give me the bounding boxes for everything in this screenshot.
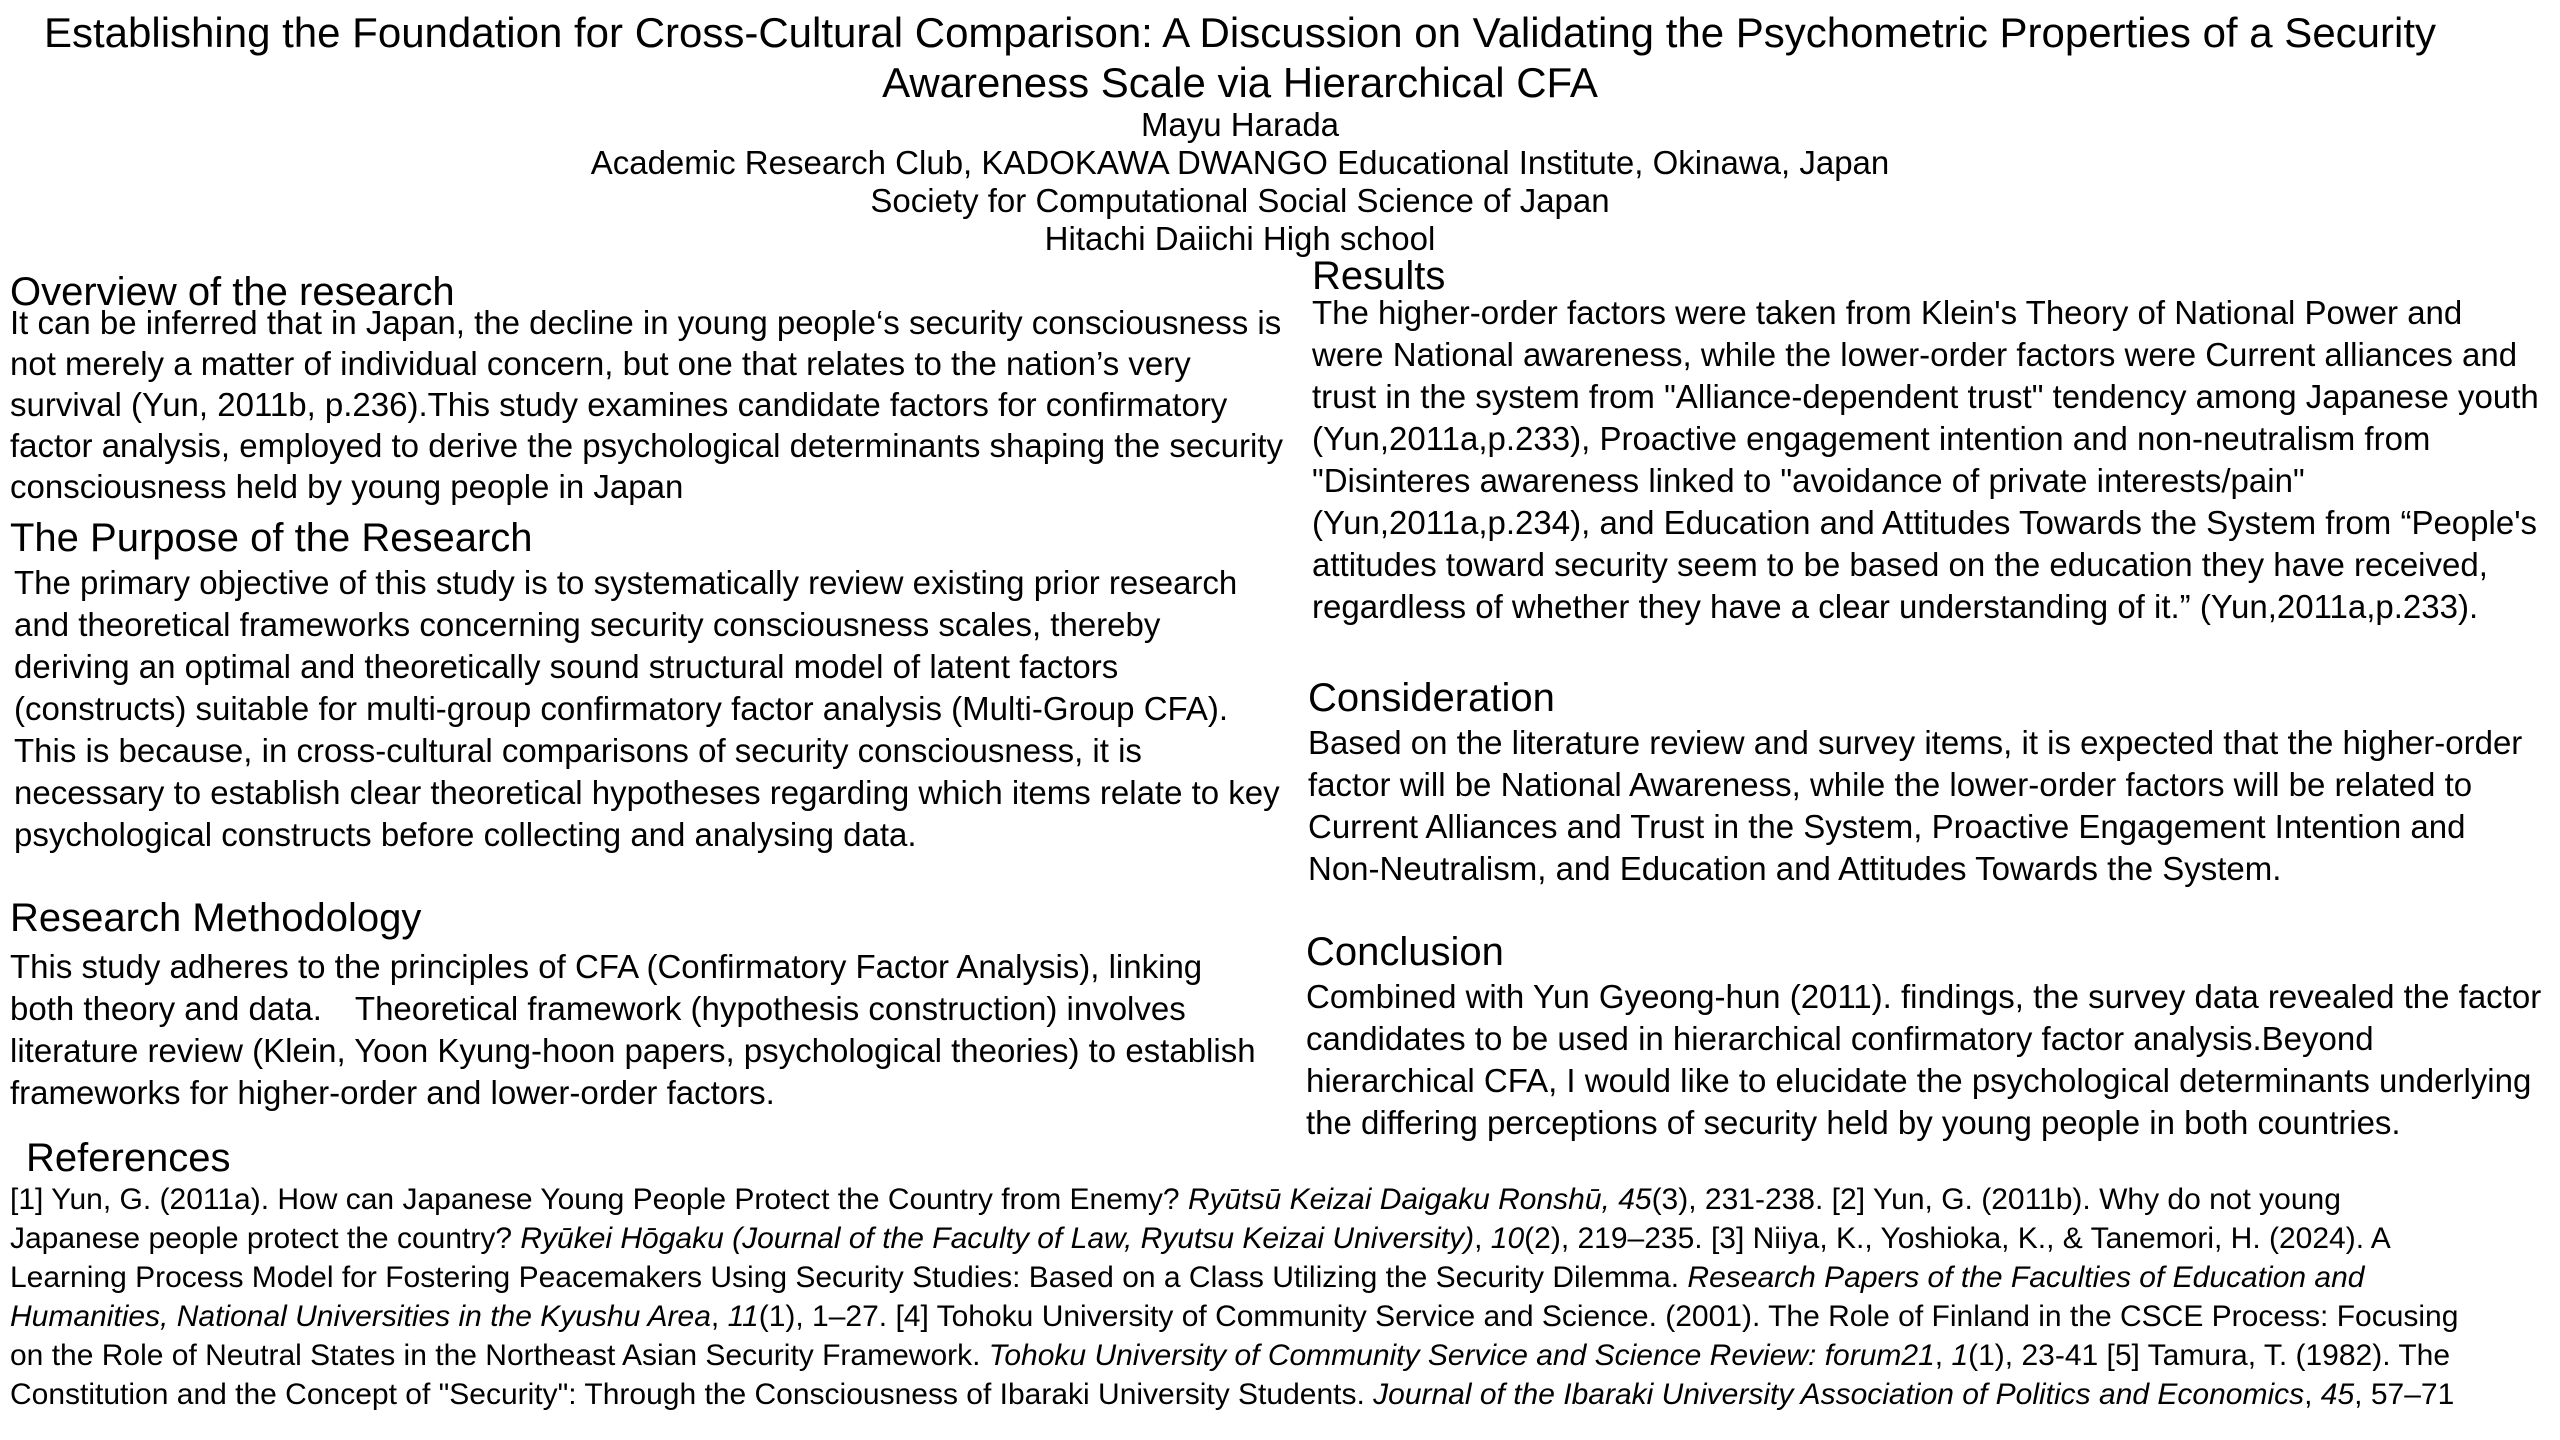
consideration-paragraph: Based on the literature review and survey items, it is expected that the higher-order factor will be National Awareness, while the lower-order factors will be related to Current Alliances and Trust in the System, Proactive Engagement Intention and Non-Neutralism, and Education and Attitudes Towards the System.: [1308, 724, 2523, 887]
poster-title: Establishing the Foundation for Cross-Cultural Comparison: A Discussion on Validating the Psychometric Properties of a Security Awareness Scale via Hierarchical CFA: [43, 9, 2437, 106]
reference-4: [4] Tohoku University of Community Service and Science. (2001). The Role of Finland in the CSCE Process: Focusing on the Role of Neutral States in the Northeast Asian Security Framework. Tohoku University of Community Service and Science Review: forum21, 1(1), 23-41: [10, 1300, 2459, 1372]
purpose-paragraph-2: This is because, in cross-cultural comparisons of security consciousness, it is necessary to establish clear theoretical hypotheses regarding which items relate to key psychological constructs before collecting and analysing data.: [14, 732, 1280, 853]
purpose-heading: The Purpose of the Research: [10, 516, 533, 560]
methodology-body: [10, 946, 1260, 1114]
overview-paragraph: It can be inferred that in Japan, the decline in young people‘s security consciousness is not merely a matter of individual concern, but one that relates to the nation’s very survival (Yun, 2011b, p.236).This study examines candidate factors for confirmatory factor analysis, employed to derive the psychological determinants shaping the security consciousness held by young people in Japan: [10, 304, 1284, 505]
affiliation-3: Hitachi Daiichi High school: [1044, 220, 1436, 257]
purpose-paragraph-1: The primary objective of this study is to systematically review existing prior research and theoretical frameworks concerning security consciousness scales, thereby deriving an optimal and theoretically sound structural model of latent factors (constructs) suitable for multi-group confirmatory factor analysis (Multi-Group CFA).: [14, 564, 1238, 727]
consideration-body: [1308, 722, 2538, 890]
references-heading: References: [26, 1136, 231, 1180]
affiliation-2: Society for Computational Social Science of Japan: [870, 182, 1610, 219]
conclusion-heading: Conclusion: [1306, 930, 1504, 974]
author-name: Mayu Harada: [1140, 106, 1340, 143]
results-heading: Results: [1312, 254, 1446, 298]
overview-heading: Overview of the research: [10, 270, 455, 314]
conclusion-paragraph: Combined with Yun Gyeong-hun (2011). findings, the survey data revealed the factor candidates to be used in hierarchical confirmatory factor analysis.Beyond hierarchical CFA, I would like to elucidate the psychological determinants underlying the differing perceptions of security held by young people in both countries.: [1306, 978, 2542, 1141]
conclusion-body: [1306, 976, 2551, 1144]
methodology-heading: Research Methodology: [10, 896, 422, 940]
results-paragraph: The higher-order factors were taken from Klein's Theory of National Power and were National awareness, while the lower-order factors were Current alliances and trust in the system from "Alliance-dependent trust" tendency among Japanese youth (Yun,2011a,p.233), Proactive engagement intention and non-neutralism from "Disinteres awareness linked to "avoidance of private interests/pain" (Yun,2011a,p.234), and Education and Attitudes Towards the System from “People's attitudes toward security seem to be based on the education they have received, regardless of whether they have a clear understanding of it.” (Yun,2011a,p.233).: [1312, 294, 2539, 625]
purpose-body: [14, 562, 1284, 856]
references-list: [10, 1180, 2470, 1414]
affiliation-1: Academic Research Club, KADOKAWA DWANGO Educational Institute, Okinawa, Japan: [590, 144, 1890, 181]
reference-5: [5] Tamura, T. (1982). The Constitution and the Concept of "Security": Through the Consciousness of Ibaraki University Students. Journal of the Ibaraki University Association of Politics and Economics, 45, 57–71: [10, 1339, 2455, 1411]
reference-2: [2] Yun, G. (2011b). Why do not young Japanese people protect the country? Ryūkei Hōgaku (Journal of the Faculty of Law, Ryutsu Keizai University), 10(2), 219–235.: [10, 1183, 2341, 1255]
overview-body: [10, 302, 1290, 507]
reference-3: [3] Niiya, K., Yoshioka, K., & Tanemori, H. (2024). A Learning Process Model for Fostering Peacemakers Using Security Studies: Based on a Class Utilizing the Security Dilemma. Research Papers of the Faculties of Education and Humanities, National Universities in the Kyushu Area, 11(1), 1–27.: [10, 1222, 2390, 1333]
methodology-paragraph: This study adheres to the principles of CFA (Confirmatory Factor Analysis), linking both theory and data. Theoretical framework (hypothesis construction) involves literature review (Klein, Yoon Kyung-hoon papers, psychological theories) to establish frameworks for higher-order and lower-order factors.: [10, 948, 1256, 1111]
consideration-heading: Consideration: [1308, 676, 1555, 720]
results-body: [1312, 292, 2542, 628]
reference-1: [1] Yun, G. (2011a). How can Japanese Young People Protect the Country from Enemy? Ryūtsū Keizai Daigaku Ronshū, 45(3), 231-238.: [10, 1183, 1832, 1216]
